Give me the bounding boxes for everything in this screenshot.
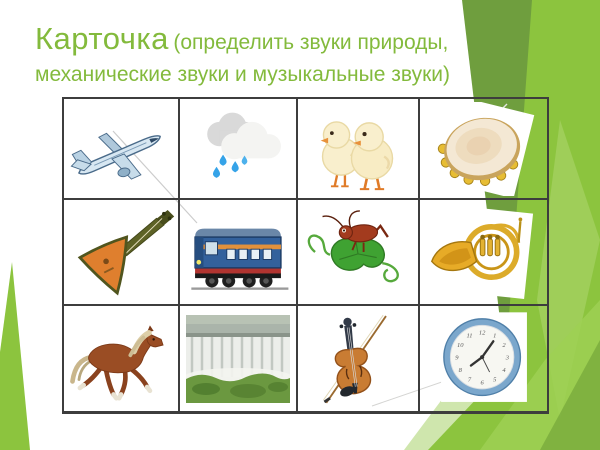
title-sub-line2: механические звуки и музыкальные звуки) bbox=[35, 63, 450, 86]
waterfall-icon bbox=[186, 315, 290, 403]
sound-cards-table bbox=[62, 97, 549, 414]
french-horn-icon bbox=[428, 205, 540, 299]
title-sub-text: (определить звуки природы, bbox=[173, 31, 449, 54]
grid-cell-grasshopper[interactable] bbox=[298, 200, 420, 306]
svg-text:5: 5 bbox=[492, 376, 496, 384]
horse-icon bbox=[65, 312, 177, 406]
grid-cell-airplane[interactable] bbox=[64, 99, 180, 200]
clock-icon bbox=[428, 312, 540, 406]
grid-cell-waterfall[interactable] bbox=[180, 306, 298, 412]
grid-cell-french-horn[interactable] bbox=[420, 200, 547, 306]
grid-cell-violin[interactable] bbox=[298, 306, 420, 412]
tambourine-icon bbox=[428, 102, 540, 196]
title-main-text: Карточка bbox=[35, 21, 169, 56]
svg-text:6: 6 bbox=[480, 379, 484, 387]
grid-cell-chicks[interactable] bbox=[298, 99, 420, 200]
grid-cell-rain[interactable] bbox=[180, 99, 298, 200]
grasshopper-icon bbox=[302, 205, 414, 299]
chicks-icon bbox=[302, 102, 414, 196]
svg-text:10: 10 bbox=[456, 341, 464, 349]
rain-cloud-icon bbox=[182, 102, 294, 196]
svg-text:3: 3 bbox=[505, 354, 509, 362]
svg-text:8: 8 bbox=[458, 367, 462, 375]
train-icon bbox=[182, 205, 294, 299]
svg-text:1: 1 bbox=[492, 332, 496, 340]
grid-cell-tambourine[interactable] bbox=[420, 99, 547, 200]
slide-title bbox=[35, 22, 505, 88]
green-triangle-bottom-left bbox=[0, 262, 30, 450]
grid-cell-horse[interactable] bbox=[64, 306, 180, 412]
grid-cell-clock[interactable] bbox=[420, 306, 547, 412]
svg-text:12: 12 bbox=[478, 329, 485, 337]
airplane-icon bbox=[65, 102, 177, 196]
svg-text:4: 4 bbox=[501, 367, 506, 375]
violin-icon bbox=[302, 312, 414, 406]
svg-text:2: 2 bbox=[501, 341, 506, 349]
svg-text:11: 11 bbox=[466, 332, 473, 340]
svg-text:9: 9 bbox=[454, 354, 459, 362]
balalaika-icon bbox=[65, 205, 177, 299]
svg-text:7: 7 bbox=[467, 376, 471, 384]
grid-cell-balalaika[interactable] bbox=[64, 200, 180, 306]
grid-cell-train[interactable] bbox=[180, 200, 298, 306]
